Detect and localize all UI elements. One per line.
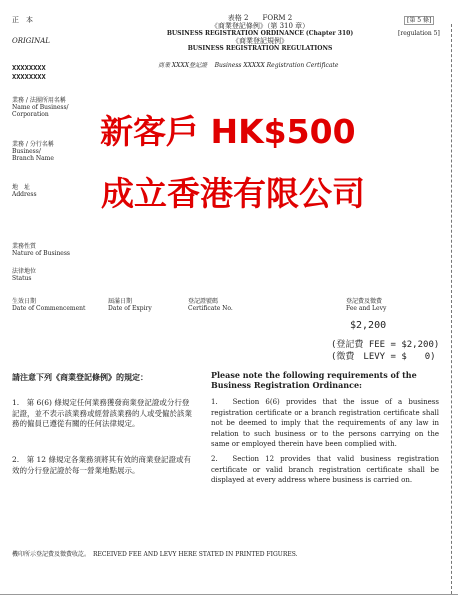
fee-and-levy-cn: 登記費及徵費 — [346, 298, 383, 305]
field-name-cn: 業務 / 法團所用名稱 — [12, 97, 66, 104]
field-name — [12, 97, 69, 118]
original-label-cn: 正 本 — [12, 16, 33, 24]
note-cn-1: 1. 第 6(6) 條規定任何業務獲發商業登記證或分行登記證，並不表示該業務或經營該業務的人或受僱於該業務的僱員已遵從有關的任何法律規定。 — [12, 398, 192, 428]
field-status-en: Status — [12, 275, 32, 282]
ordinance-cn: 《商業登記條例》（第 310 章） — [210, 22, 310, 30]
fee-and-levy — [346, 298, 386, 312]
certificate-number — [188, 298, 233, 312]
field-nature — [12, 243, 70, 257]
redacted-text-2: XXXXXXXX — [12, 73, 46, 81]
notes-title-en: Please note the following requirements of the Business Registration Ordinance: — [211, 370, 417, 390]
bottom-rule — [0, 594, 458, 595]
notes-title-cn: 請注意下列《商業登記條例》的規定： — [12, 372, 148, 382]
promo-text-company: 成立香港有限公司 — [101, 174, 365, 213]
certificate-title-en: Business XXXXX Registration Certificate — [214, 62, 339, 69]
note-en-1: 1. Section 6(6) provides that the issue of a business registration certificate or a branch registration certificate shall not be deemed to imply that the requirements of any law in relation to such business or to the persons carrying on the same or employed therein have been complied with. — [211, 398, 439, 448]
note-cn-2: 2. 第 12 條規定各業務須將其有效的商業登記證或有效的分行登記證於每一營業地點展示。 — [12, 455, 191, 475]
redacted-text-1: XXXXXXXX — [12, 64, 46, 72]
form-number: 表格 2 FORM 2 — [227, 14, 293, 22]
field-branch — [12, 141, 54, 162]
rule-cn: [第 5 條] — [404, 16, 434, 25]
field-address — [12, 184, 37, 198]
commencement-date — [12, 298, 85, 312]
certificate-number-cn: 登記證號碼 — [188, 298, 219, 305]
field-status — [12, 268, 36, 282]
field-address-en: Address — [12, 191, 37, 198]
regulations-cn: 《商業登記規例》 — [232, 37, 288, 45]
expiry-date-cn: 屆滿日期 — [108, 298, 133, 305]
form-header — [160, 14, 360, 52]
fee-and-levy-en: Fee and Levy — [346, 305, 387, 312]
expiry-date-en: Date of Expiry — [108, 305, 152, 312]
perforation-line — [451, 24, 452, 594]
field-branch-en-1: Business/ — [12, 148, 41, 155]
field-branch-en-2: Branch Name — [12, 155, 54, 162]
field-address-cn: 地 址 — [12, 184, 31, 191]
footer-receipt: 機印所示登記費及徵費收訖。 RECEIVED FEE AND LEVY HERE STATED IN PRINTED FIGURES. — [12, 551, 298, 558]
expiry-date — [108, 298, 152, 312]
field-name-en-2: Corporation — [12, 111, 49, 118]
fee-total: $2,200 — [350, 320, 387, 331]
field-nature-cn: 業務性質 — [12, 243, 37, 250]
fee-line: (登記費 FEE = $2,200) — [331, 340, 440, 350]
certificate-number-en: Certificate No. — [188, 305, 233, 312]
field-name-en-1: Name of Business/ — [12, 104, 69, 111]
rule-en: [regulation 5] — [398, 30, 440, 37]
promo-text-price: 新客戶 HK$500 — [100, 112, 356, 151]
certificate-title-cn: 商業 XXXX登記證 — [158, 62, 207, 69]
field-nature-en: Nature of Business — [12, 250, 71, 257]
original-label-en: ORIGINAL — [12, 37, 50, 45]
commencement-date-cn: 生效日期 — [12, 298, 37, 305]
commencement-date-en: Date of Commencement — [12, 305, 86, 312]
ordinance-en: BUSINESS REGISTRATION ORDINANCE (Chapter 310) — [166, 30, 354, 37]
levy-line: (徵費 LEVY = $ 0) — [331, 352, 436, 362]
regulations-en: BUSINESS REGISTRATION REGULATIONS — [187, 45, 333, 52]
note-en-2: 2. Section 12 provides that valid business registration certificate or valid branch registration certificate shall be displayed at every address where business is carried on. — [211, 455, 439, 484]
field-status-cn: 法律地位 — [12, 268, 37, 275]
field-branch-cn: 業務 / 分行名稱 — [12, 141, 54, 148]
certificate-title — [158, 62, 388, 69]
